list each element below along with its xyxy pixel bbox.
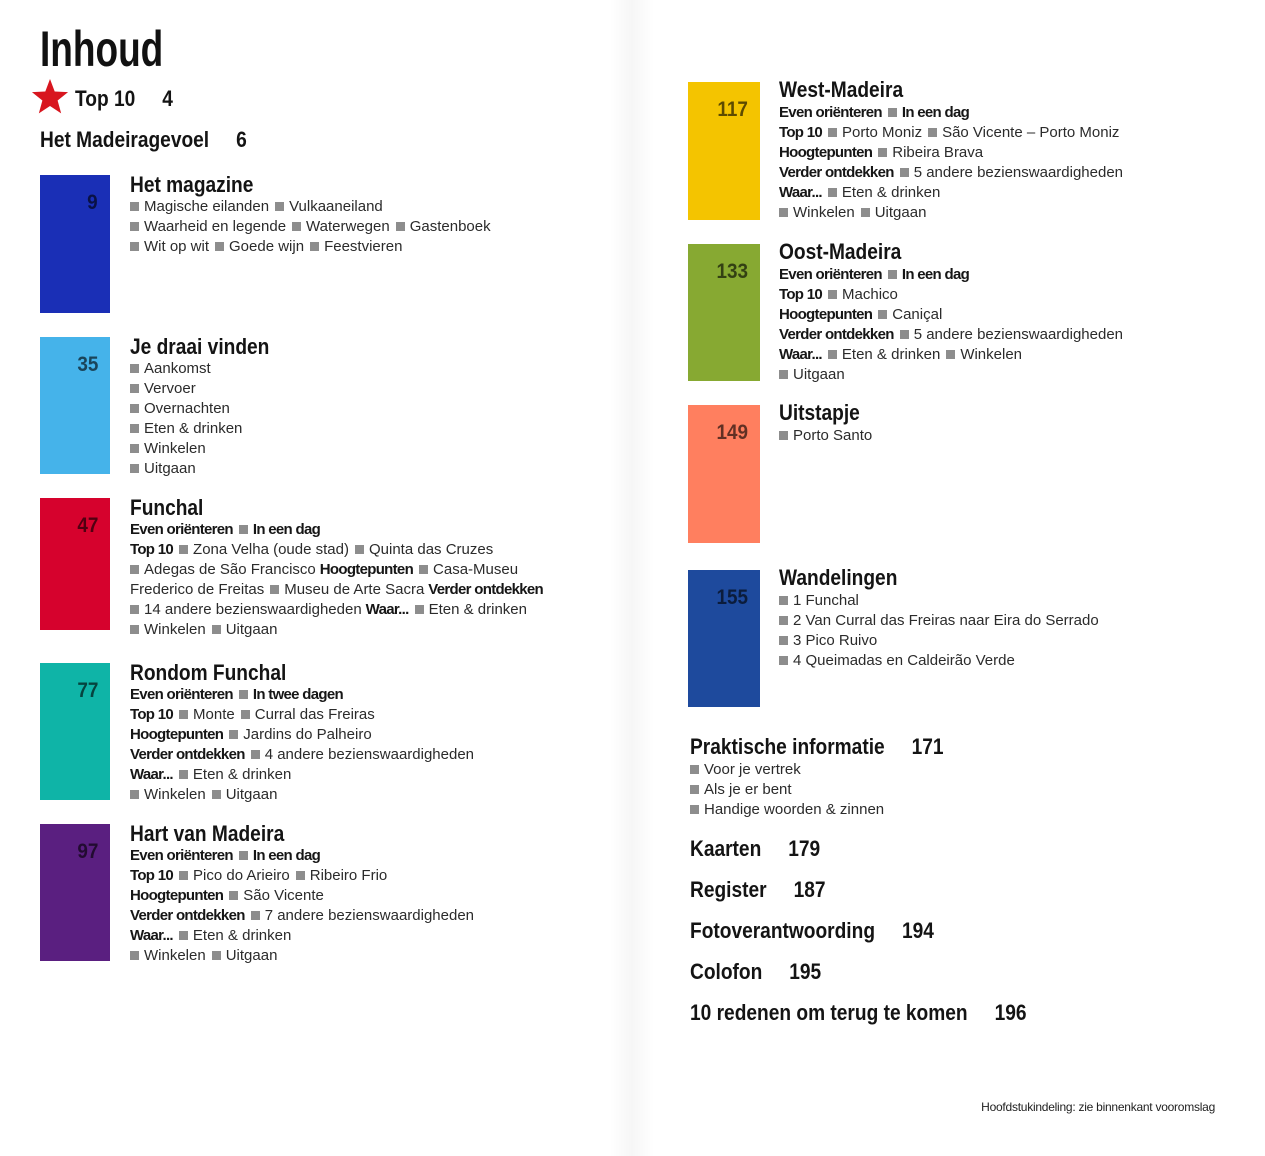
contents-line <box>130 197 491 217</box>
contents-line <box>690 760 884 780</box>
chapter-page-number: 117 <box>717 98 748 121</box>
topic-entry: Winkelen <box>144 786 206 803</box>
contents-line <box>130 540 543 560</box>
contents-line <box>130 765 474 785</box>
entry-title: Kaarten <box>690 836 762 861</box>
contents-line <box>779 143 1123 163</box>
section-label: Waar... <box>779 346 822 363</box>
contents-line <box>130 237 491 257</box>
chapter-color-block <box>40 498 110 630</box>
bullet-square-icon <box>179 545 188 554</box>
chapter-uitstapje <box>688 400 1248 545</box>
section-label: Top 10 <box>779 286 823 303</box>
chapter-color-block <box>40 337 110 474</box>
topic-entry: 5 andere bezienswaardigheden <box>913 164 1124 181</box>
contents-line <box>130 745 474 765</box>
chapter-page-number: 97 <box>76 840 98 863</box>
contents-line <box>130 946 474 966</box>
chapter-funchal <box>40 495 600 638</box>
topic-entry: Museu de Arte Sacra <box>284 581 425 598</box>
contents-line <box>779 611 1099 631</box>
section-label: Verder ontdekken <box>779 164 894 181</box>
bullet-square-icon <box>828 350 837 359</box>
contents-line <box>779 265 1123 285</box>
bullet-square-icon <box>900 168 909 177</box>
page-title: Inhoud <box>40 21 164 77</box>
entry-fotoverantwoording <box>690 918 934 944</box>
chapter-title: Rondom Funchal <box>130 660 287 685</box>
contents-line <box>130 600 543 620</box>
chapter-topics <box>779 265 1123 385</box>
chapter-oost-madeira <box>688 239 1248 384</box>
intro-entry-madeiragevoel <box>40 127 247 153</box>
section-label: In een dag <box>901 104 970 121</box>
topic-entry: Eten & drinken <box>428 601 527 618</box>
topic-entry: Eten & drinken <box>192 927 292 944</box>
topic-entry: Uitgaan <box>874 204 927 221</box>
bullet-square-icon <box>130 605 139 614</box>
page-fold <box>610 0 654 1156</box>
contents-line <box>130 520 543 540</box>
topic-entry: Quinta das Cruzes <box>368 541 494 558</box>
entry-page-number: 4 <box>162 86 173 111</box>
bullet-square-icon <box>690 805 699 814</box>
contents-line <box>690 800 884 820</box>
topic-entry: Frederico de Freitas <box>130 581 265 598</box>
star-icon <box>28 76 72 118</box>
chapter-page-number: 133 <box>716 260 748 283</box>
entry-page-number: 179 <box>788 836 821 861</box>
topic-entry: Jardins do Palheiro <box>243 726 372 743</box>
section-label: Hoogtepunten <box>779 306 873 323</box>
topic-entry: Vervoer <box>144 380 196 397</box>
section-label: Top 10 <box>130 867 174 884</box>
topic-entry: Pico do Arieiro <box>193 867 290 884</box>
section-label: Even oriënteren <box>779 266 882 283</box>
bullet-square-icon <box>828 290 837 299</box>
bullet-square-icon <box>130 625 139 634</box>
topic-entry: São Vicente <box>243 887 324 904</box>
contents-line <box>779 651 1099 671</box>
section-label: In twee dagen <box>252 686 343 703</box>
topic-entry: Casa-Museu <box>433 561 519 578</box>
bullet-square-icon <box>828 188 837 197</box>
chapter-het-magazine <box>40 172 600 315</box>
entry-page-number: 6 <box>236 127 247 152</box>
bullet-square-icon <box>900 330 909 339</box>
bullet-square-icon <box>241 710 250 719</box>
topic-entry: Adegas de São Francisco <box>144 561 316 578</box>
chapter-page-number: 35 <box>76 353 98 376</box>
entry-colofon <box>690 959 821 985</box>
contents-line <box>130 399 242 419</box>
topic-entry: São Vicente – Porto Moniz <box>942 124 1120 141</box>
contents-line <box>130 459 242 479</box>
bullet-square-icon <box>229 730 238 739</box>
bullet-square-icon <box>419 565 428 574</box>
bullet-square-icon <box>212 951 221 960</box>
bullet-square-icon <box>275 202 284 211</box>
chapter-je-draai-vinden <box>40 334 600 477</box>
topic-entry: Uitgaan <box>793 366 845 383</box>
section-label: Verder ontdekken <box>428 581 543 598</box>
topic-entry: Als je er bent <box>704 781 792 798</box>
contents-line <box>779 591 1099 611</box>
topic-entry: Waterwegen <box>306 218 390 235</box>
bullet-square-icon <box>130 242 139 251</box>
bullet-square-icon <box>179 931 188 940</box>
topic-entry: Winkelen <box>960 346 1023 363</box>
chapter-page-number: 9 <box>87 191 98 214</box>
entry-page-number: 195 <box>789 959 822 984</box>
topic-entry: Uitgaan <box>144 460 196 477</box>
bullet-square-icon <box>928 128 937 137</box>
topic-entry: Porto Santo <box>793 427 873 444</box>
section-label: Even oriënteren <box>130 686 233 703</box>
section-label: Top 10 <box>130 706 174 723</box>
bullet-square-icon <box>179 871 188 880</box>
topic-entry: Waarheid en legende <box>144 218 287 235</box>
contents-line <box>130 846 474 866</box>
bullet-square-icon <box>130 444 139 453</box>
bullet-square-icon <box>179 710 188 719</box>
entry-page-number: 187 <box>793 877 826 902</box>
chapter-title: Oost-Madeira <box>779 239 902 264</box>
entry-page-number: 171 <box>911 734 944 759</box>
section-label: Waar... <box>365 601 409 618</box>
section-label: Verder ontdekken <box>130 746 245 763</box>
bullet-square-icon <box>861 208 870 217</box>
topic-entry: Machico <box>842 286 898 303</box>
topic-entry: 3 Pico Ruivo <box>793 632 878 649</box>
bullet-square-icon <box>239 690 248 699</box>
contents-line <box>779 123 1123 143</box>
bullet-square-icon <box>130 384 139 393</box>
topic-entry: Curral das Freiras <box>254 706 375 723</box>
bullet-square-icon <box>779 370 788 379</box>
bullet-square-icon <box>878 148 887 157</box>
chapter-topics <box>779 426 872 446</box>
bullet-square-icon <box>251 750 260 759</box>
topic-entry: Wit op wit <box>144 238 210 255</box>
chapter-title: Uitstapje <box>779 400 860 425</box>
contents-line <box>130 685 474 705</box>
entry-title: Colofon <box>690 959 763 984</box>
topic-entry: Aankomst <box>144 360 211 377</box>
chapter-title: Hart van Madeira <box>130 821 285 846</box>
section-label: Verder ontdekken <box>779 326 894 343</box>
chapter-title: Je draai vinden <box>130 334 270 359</box>
bullet-square-icon <box>828 128 837 137</box>
contents-line <box>130 359 242 379</box>
bullet-square-icon <box>130 202 139 211</box>
chapter-color-block <box>688 570 760 707</box>
contents-line <box>130 906 474 926</box>
topic-entry: Eten & drinken <box>841 184 941 201</box>
topic-entry: Gastenboek <box>409 218 491 235</box>
topic-entry: Magische eilanden <box>144 198 270 215</box>
section-label: Waar... <box>130 766 173 783</box>
topic-entry: Voor je vertrek <box>704 761 801 778</box>
section-label: Hoogtepunten <box>779 144 873 161</box>
chapter-hart-van-madeira <box>40 821 600 964</box>
topic-entry: Caniçal <box>892 306 943 323</box>
topic-entry: Eten & drinken <box>841 346 941 363</box>
bullet-square-icon <box>270 585 279 594</box>
bullet-square-icon <box>229 891 238 900</box>
chapter-title: Wandelingen <box>779 565 898 590</box>
bullet-square-icon <box>779 596 788 605</box>
section-label: Even oriënteren <box>130 521 233 538</box>
bullet-square-icon <box>130 790 139 799</box>
topic-entry: Eten & drinken <box>192 766 292 783</box>
bullet-square-icon <box>888 270 897 279</box>
section-label: In een dag <box>252 847 321 864</box>
entry-title: Het Madeiragevoel <box>40 127 210 152</box>
contents-line <box>779 163 1123 183</box>
contents-line <box>779 345 1123 365</box>
topic-entry: Uitgaan <box>225 621 278 638</box>
bullet-square-icon <box>779 208 788 217</box>
bullet-square-icon <box>130 565 139 574</box>
topic-entry: Goede wijn <box>229 238 305 255</box>
bullet-square-icon <box>251 911 260 920</box>
chapter-color-block <box>688 405 760 543</box>
bullet-square-icon <box>888 108 897 117</box>
bullet-square-icon <box>212 625 221 634</box>
bullet-square-icon <box>779 616 788 625</box>
topic-entry: Feestvieren <box>324 238 403 255</box>
topic-entry: Ribeira Brava <box>892 144 984 161</box>
bullet-square-icon <box>690 765 699 774</box>
bullet-square-icon <box>130 951 139 960</box>
contents-line <box>779 325 1123 345</box>
topic-entry: Porto Moniz <box>842 124 923 141</box>
contents-line <box>130 705 474 725</box>
contents-line <box>130 217 491 237</box>
chapter-west-madeira <box>688 77 1248 222</box>
contents-line <box>130 560 543 580</box>
topic-entry: Handige woorden & zinnen <box>704 801 885 818</box>
contents-line <box>779 426 872 446</box>
entry-10-redenen <box>690 1000 1027 1026</box>
entry-register <box>690 877 826 903</box>
topic-entry: Ribeiro Frio <box>309 867 388 884</box>
bullet-square-icon <box>215 242 224 251</box>
topic-entry: Vulkaaneiland <box>289 198 383 215</box>
chapter-page-number: 77 <box>76 679 98 702</box>
chapter-topics <box>130 685 474 805</box>
chapter-title: Funchal <box>130 495 204 520</box>
entry-title: Register <box>690 877 767 902</box>
chapter-topics <box>130 520 543 640</box>
entry-title: Fotoverantwoording <box>690 918 876 943</box>
chapter-topics <box>130 846 474 966</box>
bullet-square-icon <box>878 310 887 319</box>
chapter-page-number: 47 <box>76 514 98 537</box>
section-label: Waar... <box>130 927 173 944</box>
entry-title: Top 10 <box>75 86 136 111</box>
chapter-topics <box>779 591 1099 671</box>
topic-entry: 4 andere bezienswaardigheden <box>264 746 475 763</box>
contents-line <box>130 886 474 906</box>
bullet-square-icon <box>130 424 139 433</box>
bullet-square-icon <box>179 770 188 779</box>
bullet-square-icon <box>310 242 319 251</box>
contents-line <box>130 785 474 805</box>
chapter-topics <box>130 197 491 257</box>
chapter-color-block <box>40 824 110 961</box>
contents-line <box>779 103 1123 123</box>
footer-note: Hoofdstukindeling: zie binnenkant vooromslag <box>981 1100 1215 1114</box>
contents-line <box>130 620 543 640</box>
topic-entry: Uitgaan <box>225 947 278 964</box>
topic-entry: 1 Funchal <box>793 592 859 609</box>
bullet-square-icon <box>130 222 139 231</box>
chapter-color-block <box>688 82 760 220</box>
contents-line <box>130 439 242 459</box>
topic-entry: 2 Van Curral das Freiras naar Eira do Serrado <box>793 612 1099 629</box>
chapter-wandelingen <box>688 565 1248 710</box>
chapter-topics <box>130 359 242 479</box>
contents-line <box>130 580 543 600</box>
chapter-page-number: 155 <box>716 586 748 609</box>
bullet-square-icon <box>130 464 139 473</box>
bullet-square-icon <box>415 605 424 614</box>
topic-entry: Winkelen <box>144 621 206 638</box>
contents-line <box>779 183 1123 203</box>
topic-entry: 5 andere bezienswaardigheden <box>913 326 1124 343</box>
topic-entry: Winkelen <box>144 947 206 964</box>
bullet-square-icon <box>292 222 301 231</box>
chapter-color-block <box>688 244 760 381</box>
entry-title: 10 redenen om terug te komen <box>690 1000 968 1025</box>
section-label: In een dag <box>901 266 970 283</box>
section-label: Hoogtepunten <box>130 726 224 743</box>
bullet-square-icon <box>239 851 248 860</box>
entry-page-number: 194 <box>901 918 934 943</box>
topic-entry: Zona Velha (oude stad) <box>193 541 349 558</box>
chapter-page-number: 149 <box>716 421 748 444</box>
bullet-square-icon <box>396 222 405 231</box>
contents-line <box>779 285 1123 305</box>
contents-line <box>779 305 1123 325</box>
section-label: Waar... <box>779 184 822 201</box>
topic-entry: Overnachten <box>144 400 230 417</box>
contents-line <box>130 866 474 886</box>
section-label: Hoogtepunten <box>130 887 224 904</box>
intro-entry-top10 <box>75 86 173 112</box>
section-label: Hoogtepunten <box>319 561 414 578</box>
bullet-square-icon <box>130 404 139 413</box>
section-label: Even oriënteren <box>130 847 233 864</box>
contents-line <box>779 365 1123 385</box>
chapter-color-block <box>40 663 110 800</box>
topic-entry: Monte <box>193 706 235 723</box>
bullet-square-icon <box>779 431 788 440</box>
chapter-title: West-Madeira <box>779 77 904 102</box>
entry-praktische-informatie <box>690 734 944 760</box>
bullet-square-icon <box>690 785 699 794</box>
chapter-title: Het magazine <box>130 172 254 197</box>
topic-entry: 4 Queimadas en Caldeirão Verde <box>793 652 1015 669</box>
contents-line <box>130 926 474 946</box>
section-label: Top 10 <box>779 124 823 141</box>
entry-kaarten <box>690 836 820 862</box>
topic-entry: Uitgaan <box>225 786 278 803</box>
chapter-topics <box>779 103 1123 223</box>
section-label: Even oriënteren <box>779 104 882 121</box>
chapter-color-block <box>40 175 110 313</box>
topic-entry: Eten & drinken <box>144 420 243 437</box>
contents-line <box>130 379 242 399</box>
contents-line <box>690 780 884 800</box>
praktische-informatie-topics <box>690 760 884 820</box>
section-label: In een dag <box>252 521 321 538</box>
topic-entry: Winkelen <box>793 204 855 221</box>
bullet-square-icon <box>355 545 364 554</box>
topic-entry: Winkelen <box>144 440 206 457</box>
section-label: Top 10 <box>130 541 174 558</box>
bullet-square-icon <box>779 636 788 645</box>
bullet-square-icon <box>779 656 788 665</box>
section-label: Verder ontdekken <box>130 907 245 924</box>
bullet-square-icon <box>296 871 305 880</box>
contents-line <box>130 725 474 745</box>
topic-entry: 7 andere bezienswaardigheden <box>264 907 475 924</box>
contents-line <box>779 203 1123 223</box>
bullet-square-icon <box>212 790 221 799</box>
bullet-square-icon <box>239 525 248 534</box>
contents-line <box>130 419 242 439</box>
chapter-rondom-funchal <box>40 660 600 803</box>
topic-entry: 14 andere bezienswaardigheden <box>144 601 362 618</box>
entry-page-number: 196 <box>994 1000 1027 1025</box>
contents-line <box>779 631 1099 651</box>
bullet-square-icon <box>130 364 139 373</box>
bullet-square-icon <box>946 350 955 359</box>
entry-title: Praktische informatie <box>690 734 885 759</box>
